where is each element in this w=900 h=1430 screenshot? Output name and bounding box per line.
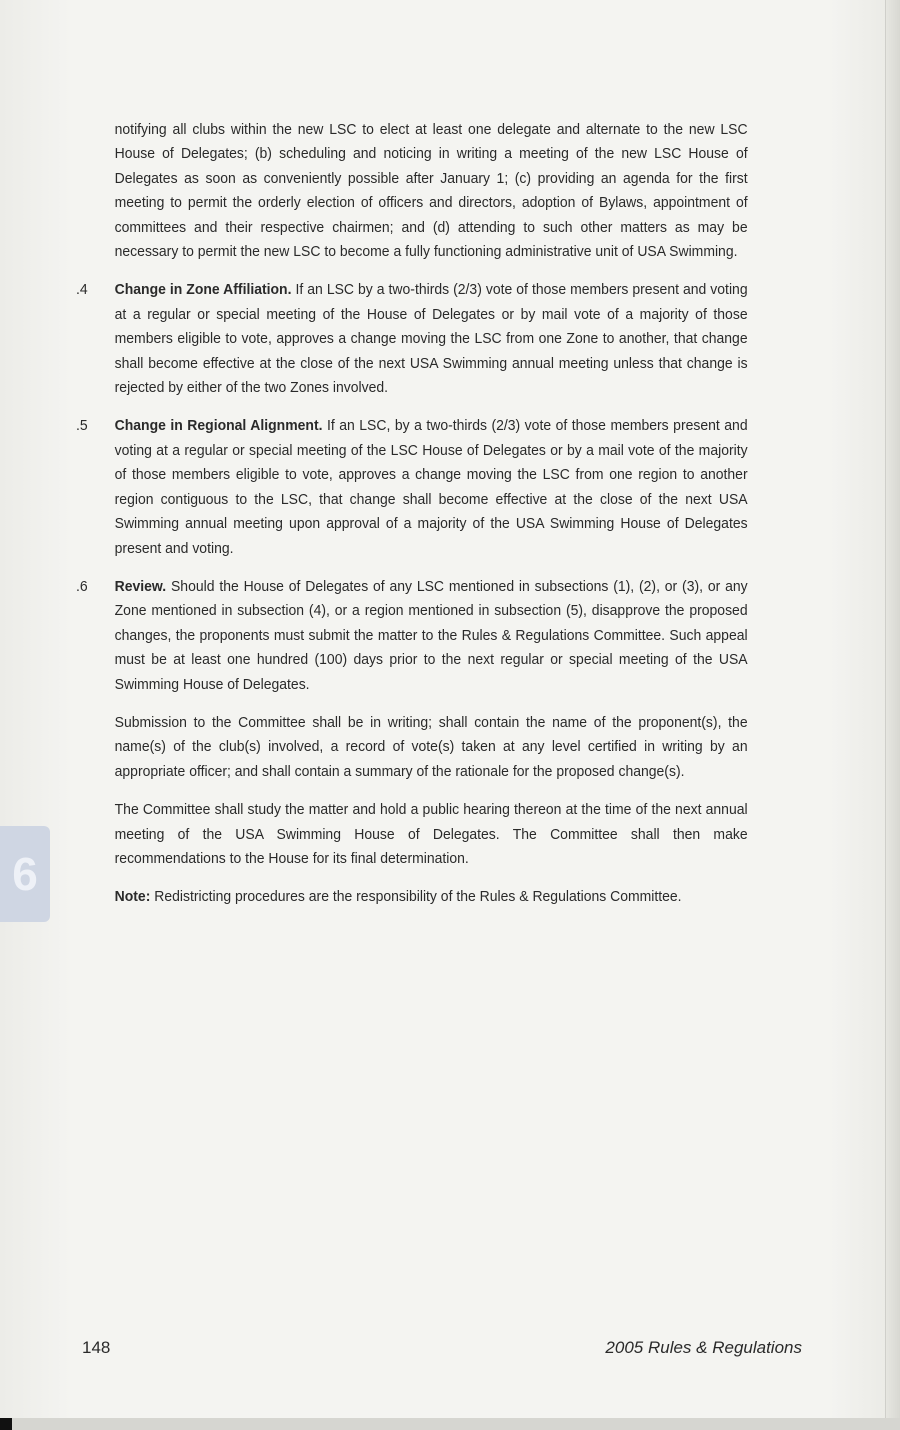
page-edge-shadow xyxy=(885,0,900,1430)
review-paragraph-2: Submission to the Committee shall be in writing; shall contain the name of the proponent(s), the name(s) of the club(s) involved, a record of vote(s) taken at any level certified in writing by an appropriate officer; and shall contain a summary of the rationale for the proposed change(s). xyxy=(114,713,748,780)
scan-bottom-edge xyxy=(0,1418,900,1430)
item-text: If an LSC, by a two-thirds (2/3) vote of those members present and voting at a regular or special meeting of the LSC House of Delegates or by a mail vote of the majority of those members eligible to vote, approves a change moving the LSC from one region to another region contiguous to the LSC, that change shall become effective at the close of the next USA Swimming annual meeting upon approval of a majority of the USA Swimming House of Delegates present and voting. xyxy=(114,417,748,557)
item-number: .4 xyxy=(76,281,88,299)
note-label: Note: xyxy=(114,888,151,906)
item-text: Should the House of Delegates of any LSC mentioned in subsections (1), (2), or (3), or any Zone mentioned in subsection (4), or a region mentioned in subsection (5), disapprove the proposed changes, the proponents must submit the matter to the Rules & Regulations Committee. Such appeal must be at least one hundred (100) days prior to the next regular or special meeting of the USA Swimming House of Delegates. xyxy=(114,577,748,693)
item-heading: Change in Zone Affiliation. xyxy=(114,281,292,299)
note-paragraph xyxy=(76,885,748,909)
item-number: .6 xyxy=(76,577,88,595)
item-number: .5 xyxy=(76,417,88,435)
item-text: If an LSC by a two-thirds (2/3) vote of those members present and voting at a regular or special meeting of the House of Delegates or by mail vote of a majority of those members eligible to vote, approves a change moving the LSC from one Zone to another, that change shall become effective at the close of the next USA Swimming annual meeting unless that change is rejected by either of the two Zones involved. xyxy=(114,281,748,397)
book-title: 2005 Rules & Regulations xyxy=(605,1338,802,1357)
review-paragraph-3: The Committee shall study the matter and hold a public hearing thereon at the time of the next annual meeting of the USA Swimming House of Delegates. The Committee shall then make recommendations to the House for its final determination. xyxy=(114,801,748,867)
item-heading: Review. xyxy=(114,577,167,595)
item-heading: Change in Regional Alignment. xyxy=(114,417,323,435)
continuation-paragraph: notifying all clubs within the new LSC to elect at least one delegate and alternate to the new LSC House of Delegates; (b) scheduling and noticing in writing a meeting of the new LSC House of Delegates as soon as conveniently possible after January 1; (c) providing an agenda for the first meeting to permit the orderly election of officers and directors, adoption of Bylaws, appointment of committees and their respective chairmen; and (d) attending to such other matters as may be necessary to permit the new LSC to become a fully functioning administrative unit of USA Swimming. xyxy=(114,121,748,261)
section-item-6 xyxy=(76,575,748,697)
section-tab: 6 xyxy=(0,826,50,922)
note-text: Redistricting procedures are the responsibility of the Rules & Regulations Committee. xyxy=(150,888,682,906)
body-text xyxy=(76,118,748,924)
section-item-5 xyxy=(76,414,748,560)
section-item-4 xyxy=(76,278,748,400)
page-number: 148 xyxy=(82,1338,111,1357)
